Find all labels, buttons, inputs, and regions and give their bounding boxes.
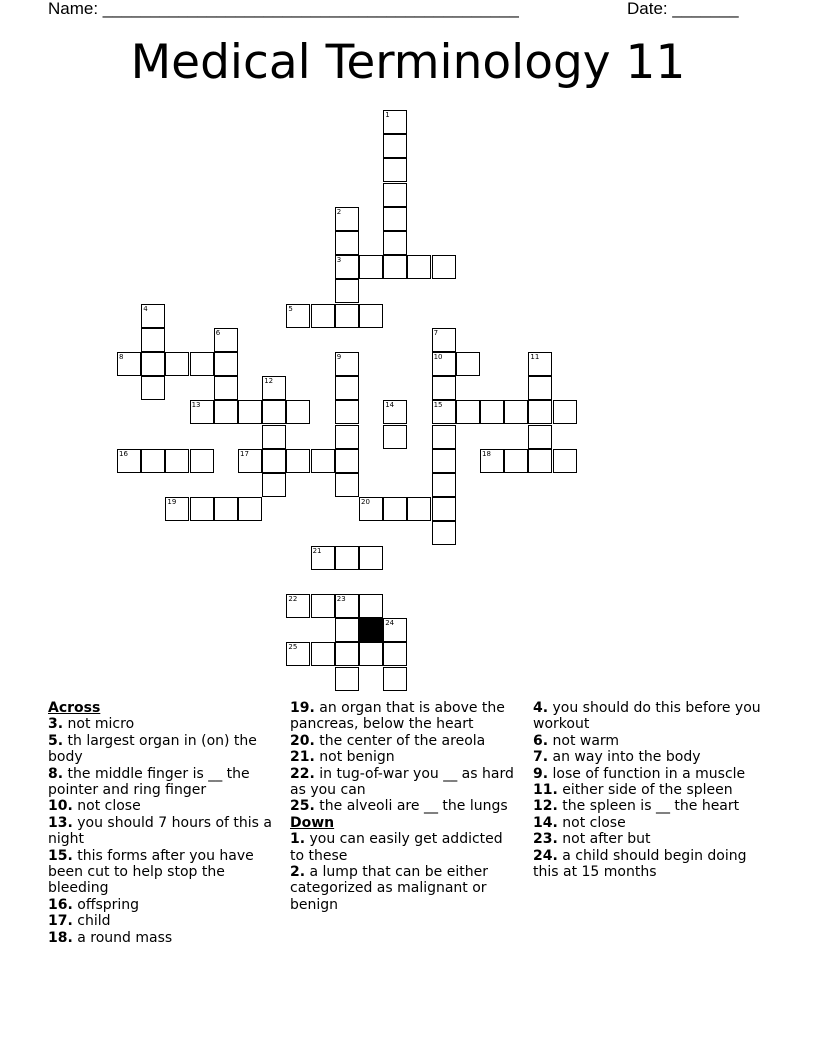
crossword-cell[interactable]: [432, 255, 456, 279]
clue-item: [48, 766, 276, 799]
clue-item: [48, 716, 276, 732]
crossword-cell[interactable]: [262, 400, 286, 424]
crossword-cell[interactable]: [262, 376, 286, 400]
crossword-cell[interactable]: [432, 449, 456, 473]
crossword-cell[interactable]: [190, 449, 214, 473]
clue-number: 3.: [48, 716, 64, 733]
crossword-cell[interactable]: [141, 304, 165, 328]
clue-number: 17: [240, 449, 249, 458]
clue-number: 20: [361, 498, 370, 507]
crossword-cell[interactable]: [262, 473, 286, 497]
crossword-cell[interactable]: [528, 352, 552, 376]
clue-number: 12.: [533, 798, 558, 815]
crossword-cell[interactable]: [286, 594, 310, 618]
clue-item: [533, 848, 765, 881]
clue-number: 19.: [290, 700, 315, 716]
clue-text: not after but: [557, 831, 651, 848]
crossword-cell[interactable]: [335, 352, 359, 376]
crossword-cell[interactable]: [383, 110, 407, 134]
clue-number: 7.: [533, 749, 549, 766]
crossword-cell[interactable]: [432, 473, 456, 497]
clue-text: not close: [557, 814, 626, 831]
crossword-cell[interactable]: [335, 546, 359, 570]
clue-item: [533, 766, 765, 782]
crossword-cell[interactable]: [190, 497, 214, 521]
crossword-cell[interactable]: [456, 400, 480, 424]
clue-number: 23: [336, 595, 346, 603]
clue-text: a child should begin doing this at 15 months: [533, 847, 747, 881]
clue-text: the middle finger is __ the pointer and ring finger: [48, 765, 250, 799]
clue-number: 22.: [290, 765, 315, 782]
crossword-cell[interactable]: [335, 425, 359, 449]
crossword-cell[interactable]: [383, 231, 407, 255]
crossword-cell[interactable]: [165, 449, 189, 473]
crossword-cell[interactable]: [311, 304, 335, 328]
clue-item: [290, 831, 518, 864]
crossword-cell[interactable]: [407, 255, 431, 279]
crossword-cell[interactable]: [432, 497, 456, 521]
crossword-cell[interactable]: [335, 667, 359, 691]
crossword-cell[interactable]: [432, 352, 456, 376]
crossword-cell[interactable]: [383, 497, 407, 521]
clue-text: not benign: [314, 749, 395, 766]
clue-number: 11.: [533, 782, 558, 799]
crossword-cell[interactable]: [383, 618, 407, 642]
crossword-cell[interactable]: [359, 546, 383, 570]
crossword-cell[interactable]: [432, 521, 456, 545]
clue-number: 5: [288, 304, 293, 313]
clue-item: [533, 733, 765, 749]
crossword-cell[interactable]: [335, 594, 359, 618]
clue-number: 23.: [533, 831, 558, 848]
clue-number: 8.: [48, 765, 64, 782]
clue-text: th largest organ in (on) the body: [48, 732, 257, 766]
clue-item: [533, 815, 765, 831]
clue-number: 2: [336, 207, 342, 216]
crossword-cell[interactable]: [504, 400, 528, 424]
clue-number: 16: [119, 449, 128, 458]
clue-text: not close: [72, 798, 141, 815]
clue-number: 25.: [290, 798, 315, 815]
clue-item: [533, 831, 765, 847]
crossword-cell[interactable]: [480, 449, 504, 473]
crossword-cell[interactable]: [383, 642, 407, 666]
clue-item: [48, 798, 276, 814]
clue-text: not warm: [548, 732, 620, 749]
crossword-cell[interactable]: [528, 400, 552, 424]
clue-number: 21.: [290, 749, 315, 766]
crossword-cell[interactable]: [553, 449, 577, 473]
clue-number: 2.: [290, 864, 306, 881]
clue-text: you should do this before you workout: [533, 700, 761, 733]
clue-number: 15.: [48, 847, 73, 864]
crossword-cell[interactable]: [190, 352, 214, 376]
clue-item: [290, 749, 518, 765]
clue-text: child: [72, 913, 111, 930]
crossword-cell[interactable]: [311, 546, 335, 570]
crossword-cell[interactable]: [311, 642, 335, 666]
clue-item: [290, 700, 518, 733]
crossword-cell[interactable]: [335, 207, 359, 231]
crossword-cell[interactable]: [383, 134, 407, 158]
clue-number: 14: [385, 401, 395, 410]
crossword-cell[interactable]: [383, 255, 407, 279]
clue-text: an way into the body: [548, 749, 701, 766]
clue-item: [290, 864, 518, 913]
crossword-cell[interactable]: [480, 400, 504, 424]
crossword-cell[interactable]: [262, 425, 286, 449]
crossword-cell[interactable]: [286, 642, 310, 666]
clue-item: [290, 766, 518, 799]
crossword-cell[interactable]: [335, 304, 359, 328]
clue-number: 25: [288, 643, 298, 652]
clue-text: lose of function in a muscle: [548, 765, 746, 782]
crossword-cell[interactable]: [214, 352, 238, 376]
crossword-cell[interactable]: [214, 400, 238, 424]
crossword-cell[interactable]: [190, 400, 214, 424]
clue-number: 6: [215, 328, 221, 337]
clues-column-3: [533, 700, 765, 880]
crossword-cell[interactable]: [286, 400, 310, 424]
clue-text: in tug-of-war you __ as hard as you can: [290, 765, 514, 799]
clue-item: [48, 848, 276, 897]
crossword-cell[interactable]: [141, 449, 165, 473]
crossword-cell[interactable]: [141, 352, 165, 376]
clue-text: you should 7 hours of this a night: [48, 814, 272, 848]
crossword-cell[interactable]: [383, 158, 407, 182]
crossword-cell[interactable]: [141, 376, 165, 400]
clues-column-2: [290, 700, 518, 913]
crossword-cell[interactable]: [359, 255, 383, 279]
crossword-cell[interactable]: [335, 618, 359, 642]
crossword-cell[interactable]: [383, 667, 407, 691]
clue-item: [533, 700, 765, 733]
crossword-cell[interactable]: [504, 449, 528, 473]
crossword-cell[interactable]: [335, 473, 359, 497]
clue-item: [290, 798, 518, 814]
clue-number: 16.: [48, 896, 73, 913]
clue-item: [533, 749, 765, 765]
crossword-cell[interactable]: [432, 400, 456, 424]
clue-number: 12: [264, 377, 274, 386]
clue-number: 3: [336, 256, 342, 265]
date-field[interactable]: Date: _______: [627, 0, 739, 18]
name-field[interactable]: Name: ____________________________________________: [48, 0, 519, 18]
clue-number: 24: [385, 619, 395, 628]
clue-text: offspring: [72, 896, 140, 913]
crossword-cell[interactable]: [214, 328, 238, 352]
crossword-cell[interactable]: [432, 328, 456, 352]
crossword-cell[interactable]: [238, 497, 262, 521]
crossword-cell[interactable]: [456, 352, 480, 376]
clue-text: you can easily get addicted to these: [290, 831, 503, 864]
clue-text: a round mass: [72, 929, 173, 946]
crossword-cell[interactable]: [335, 279, 359, 303]
clue-number: 18: [482, 449, 491, 458]
crossword-cell[interactable]: [311, 449, 335, 473]
clue-number: 20.: [290, 732, 315, 749]
crossword-cell[interactable]: [335, 642, 359, 666]
across-heading: Across: [48, 700, 101, 716]
crossword-cell[interactable]: [238, 449, 262, 473]
crossword-cell[interactable]: [383, 425, 407, 449]
clue-number: 22: [288, 595, 298, 603]
clue-number: 4: [143, 304, 148, 313]
crossword-cell[interactable]: [335, 255, 359, 279]
clue-number: 15: [433, 401, 443, 410]
crossword-cell[interactable]: [335, 449, 359, 473]
clue-number: 5.: [48, 732, 64, 749]
clue-number: 6.: [533, 732, 549, 749]
crossword-cell[interactable]: [117, 449, 141, 473]
crossword-cell[interactable]: [528, 376, 552, 400]
clue-number: 1: [385, 111, 390, 119]
clue-number: 4.: [533, 700, 549, 716]
clue-item: [290, 733, 518, 749]
crossword-cell[interactable]: [359, 642, 383, 666]
crossword-cell[interactable]: [528, 425, 552, 449]
crossword-cell[interactable]: [165, 497, 189, 521]
clue-item: [533, 798, 765, 814]
crossword-cell[interactable]: [214, 497, 238, 521]
clue-number: 18.: [48, 929, 73, 946]
crossword-cell[interactable]: [335, 376, 359, 400]
crossword-cell[interactable]: [335, 400, 359, 424]
crossword-cell[interactable]: [407, 497, 431, 521]
clue-number: 7: [433, 328, 439, 337]
clue-number: 17.: [48, 913, 73, 930]
down-heading: Down: [290, 814, 335, 831]
crossword-cell[interactable]: [359, 594, 383, 618]
crossword-cell[interactable]: [286, 449, 310, 473]
clue-text: an organ that is above the pancreas, below the heart: [290, 700, 505, 733]
clue-text: either side of the spleen: [557, 782, 733, 799]
clue-item: [48, 897, 276, 913]
clue-number: 9: [336, 353, 342, 361]
crossword-cell[interactable]: [311, 594, 335, 618]
crossword-cell[interactable]: [141, 328, 165, 352]
clue-text: a lump that can be either categorized as malignant or benign: [290, 864, 488, 913]
crossword-cell[interactable]: [383, 400, 407, 424]
clue-number: 10.: [48, 798, 73, 815]
crossword-cell[interactable]: [383, 183, 407, 207]
clue-text: this forms after you have been cut to help stop the bleeding: [48, 847, 254, 897]
crossword-cell[interactable]: [286, 304, 310, 328]
crossword-cell[interactable]: [553, 400, 577, 424]
clue-number: 9.: [533, 765, 549, 782]
clues-column-1: [48, 700, 276, 946]
clue-number: 1.: [290, 831, 306, 848]
crossword-cell[interactable]: [359, 497, 383, 521]
crossword-cell[interactable]: [262, 449, 286, 473]
clue-item: [48, 733, 276, 766]
crossword-cell[interactable]: [528, 449, 552, 473]
clue-number: 10: [433, 353, 443, 361]
crossword-cell[interactable]: [335, 231, 359, 255]
clue-item: [533, 782, 765, 798]
crossword-cell[interactable]: [165, 352, 189, 376]
page-title: Medical Terminology 11: [130, 35, 686, 90]
clue-number: 13: [191, 401, 201, 410]
clue-item: [48, 815, 276, 848]
crossword-cell[interactable]: [238, 400, 262, 424]
clue-text: the center of the areola: [314, 732, 486, 749]
crossword-cell[interactable]: [383, 207, 407, 231]
black-square: [359, 618, 383, 642]
clue-number: 24.: [533, 847, 558, 864]
clue-text: the spleen is __ the heart: [557, 798, 740, 815]
crossword-cell[interactable]: [214, 376, 238, 400]
clue-text: the alveoli are __ the lungs: [314, 798, 508, 815]
crossword-cell[interactable]: [117, 352, 141, 376]
clue-number: 14.: [533, 814, 558, 831]
clue-text: not micro: [63, 716, 135, 733]
clue-number: 11: [530, 353, 540, 361]
crossword-cell[interactable]: [432, 376, 456, 400]
crossword-cell[interactable]: [359, 304, 383, 328]
clue-number: 13.: [48, 814, 73, 831]
clue-item: [48, 913, 276, 929]
crossword-cell[interactable]: [432, 425, 456, 449]
clue-number: 21: [312, 546, 322, 555]
clue-number: 8: [119, 353, 124, 361]
clue-item: [48, 930, 276, 946]
clue-number: 19: [167, 498, 177, 507]
